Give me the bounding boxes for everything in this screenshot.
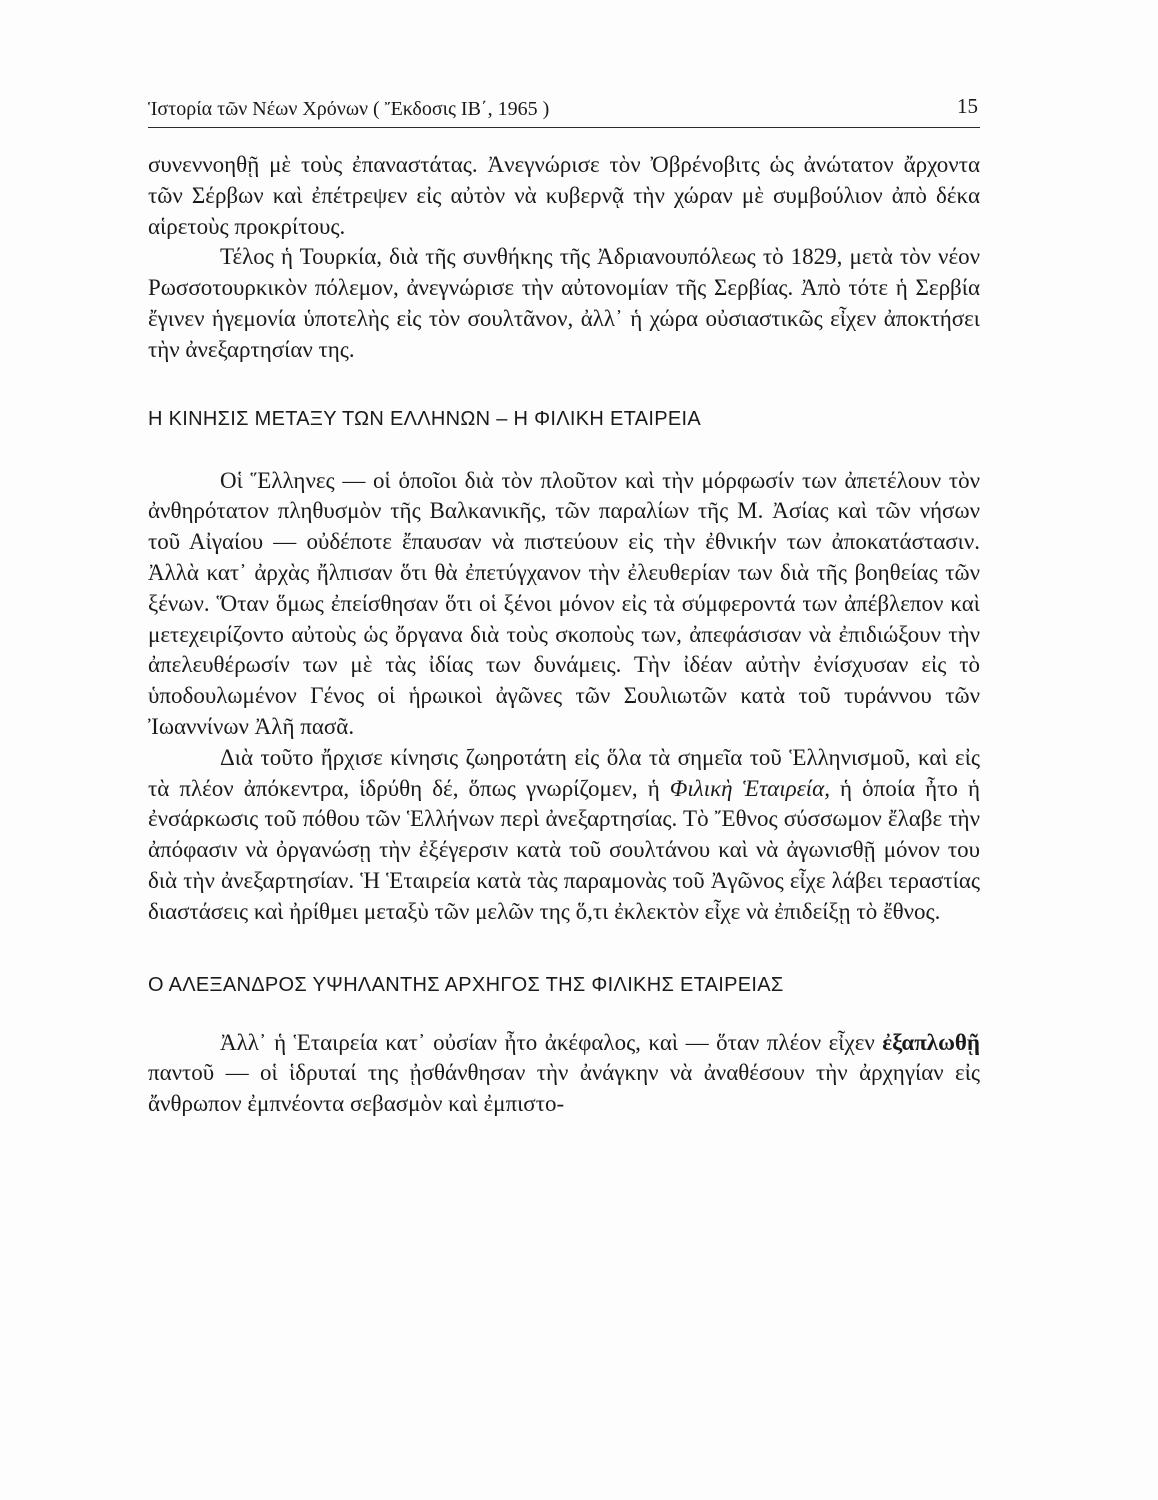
- paragraph-4-post: ἡ ὁποία ἦτο ἡ ἐνσάρκωσις τοῦ πόθου τῶν Ἑλλήνων περὶ ἀνεξαρτησίας. Τὸ Ἔθνος σύσσωμον ἔλαβε τὴν ἀπόφασιν νὰ ὀργανώσῃ τὴν ἐξέγερσιν κατὰ τοῦ σουλτάνου καὶ νὰ ἀγωνισθῇ μόνον του διὰ τὴν ἀνεξαρτησίαν. Ἡ Ἑταιρεία κατὰ τὰς παραμονὰς τοῦ Ἀγῶνος εἶχε λάβει τεραστίας διαστάσεις καὶ ἠρίθμει μεταξὺ τῶν μελῶν της ὅ,τι ἐκλεκτὸν εἶχε νὰ ἐπιδείξῃ τὸ ἔθνος.: [148, 775, 980, 924]
- paragraph-5-pre: Ἀλλ᾿ ἡ Ἑταιρεία κατ᾿ οὐσίαν ἦτο ἀκέφαλος, καὶ — ὅταν πλέον εἶχεν: [220, 1029, 883, 1055]
- body-text: [148, 150, 980, 1120]
- section-heading-ypsilantis: Ο ΑΛΕΞΑΝΔΡΟΣ ΥΨΗΛΑΝΤΗΣ ΑΡΧΗΓΟΣ ΤΗΣ ΦΙΛΙΚΗΣ ΕΤΑΙΡΕΙΑΣ: [148, 973, 784, 996]
- running-header: [148, 94, 978, 128]
- paragraph-2: Τέλος ἡ Τουρκία, διὰ τῆς συνθήκης τῆς Ἀδριανουπόλεως τὸ 1829, μετὰ τὸν νέον Ρωσσοτουρκικὸν πόλεμον, ἀνεγνώρισε τὴν αὐτονομίαν τῆς Σερβίας. Ἀπὸ τότε ἡ Σερβία ἔγινεν ἡγεμονία ὑποτελὴς εἰς τὸν σουλτᾶνον, ἀλλ᾿ ἡ χώρα οὐσιαστικῶς εἶχεν ἀποκτήσει τὴν ἀνεξαρτησίαν της.: [148, 244, 980, 362]
- paragraph-4-pre: Διὰ τοῦτο ἤρχισε κίνησις ζωηροτάτη εἰς ὅλα τὰ σημεῖα τοῦ Ἑλληνισμοῦ, καὶ εἰς τὰ πλέον ἀπόκεντρα, ἱδρύθη δέ, ὅπως γνωρίζομεν, ἡ: [148, 744, 980, 801]
- paragraph-3: Οἱ Ἕλληνες — οἱ ὁποῖοι διὰ τὸν πλοῦτον καὶ τὴν μόρφωσίν των ἀπετέλουν τὸν ἀνθηρότατον πληθυσμὸν τῆς Βαλκανικῆς, τῶν παραλίων τῆς Μ. Ἀσίας καὶ τῶν νήσων τοῦ Αἰγαίου — οὐδέποτε ἔπαυσαν νὰ πιστεύουν εἰς τὴν ἐθνικήν των ἀποκατάστασιν. Ἀλλὰ κατ᾿ ἀρχὰς ἤλπισαν ὅτι θὰ ἐπετύγχανον τὴν ἐλευθερίαν των διὰ τῆς βοηθείας τῶν ξένων. Ὅταν ὅμως ἐπείσθησαν ὅτι οἱ ξένοι μόνον εἰς τὰ σύμφεροντά των ἀπέβλεπον καὶ μετεχειρίζοντο αὐτοὺς ὡς ὄργανα διὰ τοὺς σκοποὺς των, ἀπεφάσισαν νὰ ἐπιδιώξουν τὴν ἀπελευθέρωσίν των μὲ τὰς ἰδίας των δυνάμεις. Τὴν ἰδέαν αὐτὴν ἐνίσχυσαν εἰς τὸ ὑποδουλωμένον Γένος οἱ ἡρωικοὶ ἀγῶνες τῶν Σουλιωτῶν κατὰ τοῦ τυράννου τῶν Ἰωαννίνων Ἀλῆ πασᾶ.: [148, 467, 980, 739]
- paragraph-4: [148, 743, 980, 928]
- paragraph-5: [148, 1028, 980, 1120]
- paragraph-5-post: παντοῦ — οἱ ἱδρυταί της ᾐσθάνθησαν τὴν ἀνάγκην νὰ ἀναθέσουν τὴν ἀρχηγίαν εἰς ἄνθρωπον ἐμπνέοντα σεβασμὸν καὶ ἐμπιστο-: [148, 1060, 980, 1117]
- section-heading-filiki-etaireia: Η ΚΙΝΗΣΙΣ ΜΕΤΑΞΥ ΤΩΝ ΕΛΛΗΝΩΝ – Η ΦΙΛΙΚΗ ΕΤΑΙΡΕΙΑ: [148, 407, 701, 430]
- paragraph-5-bold: ἐξαπλωθῇ: [882, 1029, 980, 1055]
- paragraph-1: συνεννοηθῇ μὲ τοὺς ἐπαναστάτας. Ἀνεγνώρισε τὸν Ὀβρένοβιτς ὡς ἀνώτατον ἄρχοντα τῶν Σέρβων καὶ ἐπέτρεψεν εἰς αὐτὸν νὰ κυβερνᾷ τὴν χώραν μὲ συμβούλιον ἀπὸ δέκα αἱρετοὺς προκρίτους.: [148, 152, 980, 239]
- header-title: Ἱστορία τῶν Νέων Χρόνων ( Ἔκδοσις ΙΒ΄, 1965 ): [148, 98, 550, 120]
- paragraph-4-italic: Φιλικὴ Ἑταιρεία,: [669, 775, 830, 801]
- page-number: 15: [957, 94, 978, 118]
- header-rule: [148, 127, 980, 128]
